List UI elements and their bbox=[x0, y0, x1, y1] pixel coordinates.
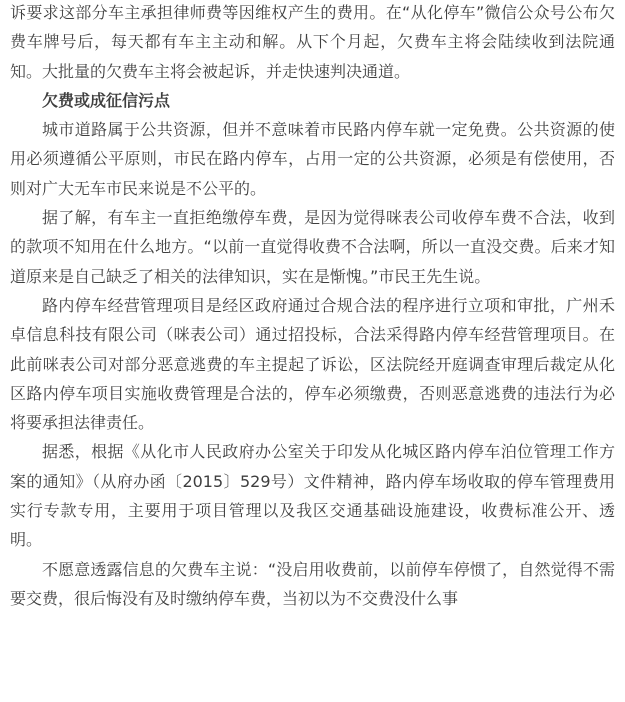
paragraph-lawsuit-fees: 诉要求这部分车主承担律师费等因维权产生的费用。在“从化停车”微信公众号公布欠费车牌号后，每天都有车主主动和解。从下个月起，欠费车主将会陆续收到法院通知。大批量的欠费车主将会被起诉，并走快速判决通道。 bbox=[10, 3, 615, 81]
paragraph-public-resource: 城市道路属于公共资源，但并不意味着市民路内停车就一定免费。公共资源的使用必须遵循公平原则，市民在路内停车，占用一定的公共资源，必须是有偿使用，否则对广大无车市民来说是不公平的。 bbox=[10, 120, 615, 198]
paragraph-refusal-reason: 据了解，有车主一直拒绝缴停车费，是因为觉得咪表公司收停车费不合法，收到的款项不知用在什么地方。“以前一直觉得收费不合法啊，所以一直没交费。后来才知道原来是自己缺乏了相关的法律知识，实在是惭愧。”市民王先生说。 bbox=[10, 208, 615, 286]
paragraph-fee-usage: 据悉，根据《从化市人民政府办公室关于印发从化城区路内停车泊位管理工作方案的通知》（从府办函〔2015〕529号）文件精神，路内停车场收取的停车管理费用实行专款专用，主要用于项目管理以及我区交通基础设施建设，收费标准公开、透明。 bbox=[10, 442, 615, 550]
article-body bbox=[10, 0, 615, 613]
paragraph-project-legality: 路内停车经营管理项目是经区政府通过合规合法的程序进行立项和审批，广州禾卓信息科技有限公司（咪表公司）通过招投标，合法采得路内停车经营管理项目。在此前咪表公司对部分恶意逃费的车主提起了诉讼，区法院经开庭调查审理后裁定从化区路内停车项目实施收费管理是合法的，停车必须缴费，否则恶意逃费的违法行为必将要承担法律责任。 bbox=[10, 295, 615, 433]
paragraph-owner-quote: 不愿意透露信息的欠费车主说：“没启用收费前，以前停车停惯了，自然觉得不需要交费，很后悔没有及时缴纳停车费，当初以为不交费没什么事 bbox=[10, 559, 615, 608]
section-heading-credit: 欠费或成征信污点 bbox=[42, 90, 171, 110]
